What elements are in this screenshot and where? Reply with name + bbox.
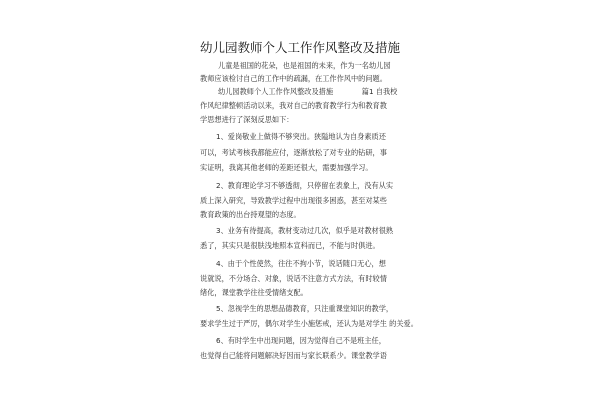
- paragraph-line: 6、有时学生中出现问题，因为觉得自己不是班主任，: [216, 336, 386, 345]
- paragraph-line: 说就说，不分场合、对象，说话不注意方式方法，有时较情: [200, 274, 387, 283]
- paragraph-line: 1、爱岗敬业上做得不够突出。狭隘地认为自身素质还: [216, 132, 386, 141]
- paragraph-line: 幼儿园教师个人工作作风整改及措施 篇1 自我校: [218, 87, 398, 96]
- paragraph-line: 教育政策的出台持观望的态度。: [200, 210, 301, 219]
- paragraph-line: 2、教育理论学习不够透彻，只停留在表象上，没有从实: [216, 181, 394, 190]
- paragraph-line: 绪化，课堂教学往往受情绪支配。: [200, 288, 308, 297]
- paragraph-line: 悉了，其实只是很肤浅地照本宣科而已，不能与时俱进。: [200, 241, 380, 250]
- paragraph-line: 要求学生过于严厉，偶尔对学生小施惩戒，还认为是对学生 的关爱。: [200, 319, 418, 328]
- paragraph-line: 也觉得自己能将问题解决好因而与家长联系少。课堂教学语: [200, 351, 387, 360]
- paragraph-line: 儿童是祖国的花朵，也是祖国的未来，作为一名幼儿园: [218, 61, 391, 70]
- document-title: 幼儿园教师个人工作作风整改及措施: [199, 40, 400, 55]
- paragraph-line: 3、业务有待提高，教材变动过几次，似乎是对教材很熟: [216, 226, 394, 235]
- paragraph-line: 5、忽视学生的思想品德教育，只注重课堂知识的教学，: [216, 304, 394, 313]
- paragraph-line: 实证明，我离其他老师的差距还很大，需要加强学习。: [200, 163, 373, 172]
- paragraph-line: 作风纪律整顿活动以来，我对自己的教育教学行为和教育教: [200, 101, 387, 110]
- paragraph-line: 4、由于个性使然，往往不拘小节，说话随口无心，想: [216, 259, 386, 268]
- paragraph-line: 教师应该检讨自己的工作中的疏漏，在工作作风中的问题。: [200, 74, 387, 83]
- paragraph-line: 学思想进行了深刻反思如下：: [200, 115, 294, 124]
- paragraph-line: 质上深入研究，导致教学过程中出现很多困惑，甚至对某些: [200, 196, 387, 205]
- paragraph-line: 可以，考试考核我都能应付，逐渐放松了对专业的钻研，事: [200, 148, 387, 157]
